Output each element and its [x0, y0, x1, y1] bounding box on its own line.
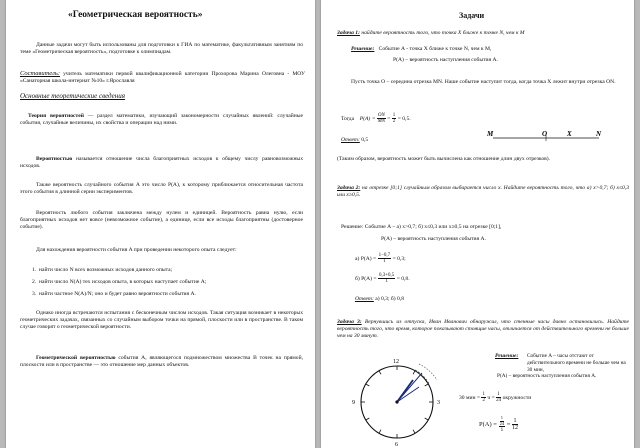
- step-1: 1. найти число N всех возможных исходов данного опыта;: [32, 267, 173, 273]
- segment-mn-diagram: [481, 126, 611, 142]
- label-n: N: [596, 130, 602, 138]
- intro-paragraph: Данные задачи могут быть использованы для подготовки к ГИА по математике, факультативным занятиям по теме «Геометрическая вероятность», подготовке к олимпиадам.: [20, 42, 303, 56]
- step-2: 2. найти число N(A) тех исходов опыта, в которых наступает событие A;: [32, 279, 207, 285]
- task3-text: Вернувшись из отпуска, Иван Иванович обнаружил, что стенные часы давно остановились. Найдите вероятность того, что время, которое показывают стоящие часы, отличается от действительного времени не больше чем на 30 минут.: [337, 319, 629, 340]
- answer-label: Ответ:: [341, 137, 360, 143]
- author-label: Составитель:: [20, 70, 60, 77]
- author-text: учитель математики первой квалификационной категории Прохорова Марина Олеговна - МОУ «Санаторная школа-интернат №10» г.Ярославля: [20, 71, 305, 85]
- label-x: X: [567, 130, 572, 138]
- right-page: [321, 0, 634, 448]
- task3-statement: [337, 319, 629, 341]
- clock-9: 9: [352, 400, 355, 406]
- author-paragraph: [20, 70, 305, 85]
- left-page: [6, 0, 315, 448]
- solution-label: Решение:: [351, 46, 375, 52]
- t2-part-b: б) P(A) = $\frac{0,3+0,5}{1}$ = 0,8.: [355, 273, 410, 284]
- t3-solution-label: Решение:: [495, 353, 519, 359]
- t2-prob: P(A) – вероятность наступления события A.: [381, 236, 486, 242]
- clock-12: 12: [393, 359, 399, 365]
- t1-answer: Ответ: 0,5: [341, 137, 369, 143]
- t1-conclusion: (Таким образом, вероятность может быть вычислена как отношение длин двух отрезков).: [337, 156, 551, 162]
- t3-conversion: 30 мин = $\frac{1}{2}$ ч = $\frac{1}{24}$ окружности: [459, 392, 532, 403]
- clock-diagram: [349, 352, 449, 448]
- task1-label: Задача 1:: [337, 30, 360, 36]
- probability-paragraph: [20, 156, 303, 170]
- task2-label: Задача 2:: [337, 185, 361, 191]
- label-o: O: [542, 130, 548, 138]
- t3-prob: P(A) – вероятность наступления события A.: [497, 373, 597, 379]
- basics-heading: Основные теоретические сведения: [20, 92, 126, 100]
- task1-text: найдите вероятность того, что точка X ближе к точке N, чем к M: [359, 30, 525, 36]
- task2-text: на отрезке [0;1] случайным образом выбирается число x. Найдите вероятность того, что а) x>0,7; б) x≤0,3 или x≥0,5.: [337, 185, 629, 199]
- find-paragraph: Для нахождения вероятности события A при проведении некоторого опыта следует:: [36, 247, 237, 253]
- t2-solution: Решение: Событие A – a) x>0,7; б) x≤0,3 или x≥0,5 на отрезке [0;1],: [341, 224, 502, 230]
- also-paragraph: Также вероятность случайного события A это число P(A), к которому приближается относительная частота этого события в длинной серии экспериментов.: [20, 182, 303, 196]
- label-m: M: [487, 130, 494, 138]
- prob-text: называется отношение числа благоприятных исходов к общему числу равновозможных исходов.: [20, 156, 303, 170]
- t2-answer: Ответ: а) 0,3; б) 0,8: [355, 296, 405, 302]
- t1-prob: P(A) – вероятность наступления события A.: [393, 57, 498, 63]
- t3-final-formula: P(A) = 1 24 1 = $\frac{1}{12}$: [479, 415, 518, 433]
- theory-paragraph: [20, 113, 303, 127]
- step-3: 3. найти частное N(A)/N; оно и будет равно вероятности события A.: [32, 291, 196, 297]
- task1-solution-line: [351, 46, 491, 53]
- infinite-paragraph: Однако иногда встречаются испытания с бесконечным числом исходов. Такая ситуация возникает в некоторых геометрических задачах, связанных со случайным выбором точки на прямой, плоскости или в пространстве. В таком случае говорят о геометрической вероятности.: [20, 310, 303, 331]
- t1-formula: Тогда P(A) = $\frac{ON}{MN}$ = $\frac{1}{2}$ = 0,5.: [341, 113, 411, 124]
- task1-statement: [337, 30, 525, 37]
- t3-event: Событие A – часы отстают от действительного времени не больше чем на 30 мин,: [527, 353, 626, 373]
- t2-part-a: а) P(A) = $\frac{1-0,7}{1}$ = 0,3;: [355, 253, 406, 264]
- document-title: «Геометрическая вероятность»: [68, 10, 203, 20]
- clock-3: 3: [437, 400, 440, 406]
- geom-term: Геометрической вероятностью: [36, 355, 116, 361]
- theory-term: Теория вероятностей: [28, 113, 84, 119]
- clock-6: 6: [395, 442, 398, 448]
- tasks-title: Задачи: [459, 11, 485, 20]
- geom-text: события A, являющегося подмножеством множества B точек на прямой, плоскости или в пространстве — это отношение мер данных объектов.: [20, 355, 303, 369]
- prob-term: Вероятностью: [36, 156, 73, 162]
- task2-statement: [337, 185, 629, 199]
- task3-label: Задача 3:: [337, 319, 362, 325]
- range-paragraph: Вероятность любого события заключена между нулем и единицей. Вероятность равна нулю, если благоприятных исходов нет вовсе (невозможное событие), а единице, если все исходы благоприятны (достоверное событие).: [20, 210, 303, 231]
- t1-event: Событие A - точка X ближе к точке N, чем к M,: [378, 46, 492, 52]
- t1-mid-paragraph: Пусть точка O – середина отрезка MN. Наше событие наступит тогда, когда точка X лежит внутри отрезка ON.: [351, 79, 616, 85]
- theory-text: — раздел математики, изучающий закономерности случайных явлений: случайные события, случайные величины, их свойства и операции над ними.: [20, 113, 304, 127]
- geometric-probability-paragraph: [20, 355, 303, 369]
